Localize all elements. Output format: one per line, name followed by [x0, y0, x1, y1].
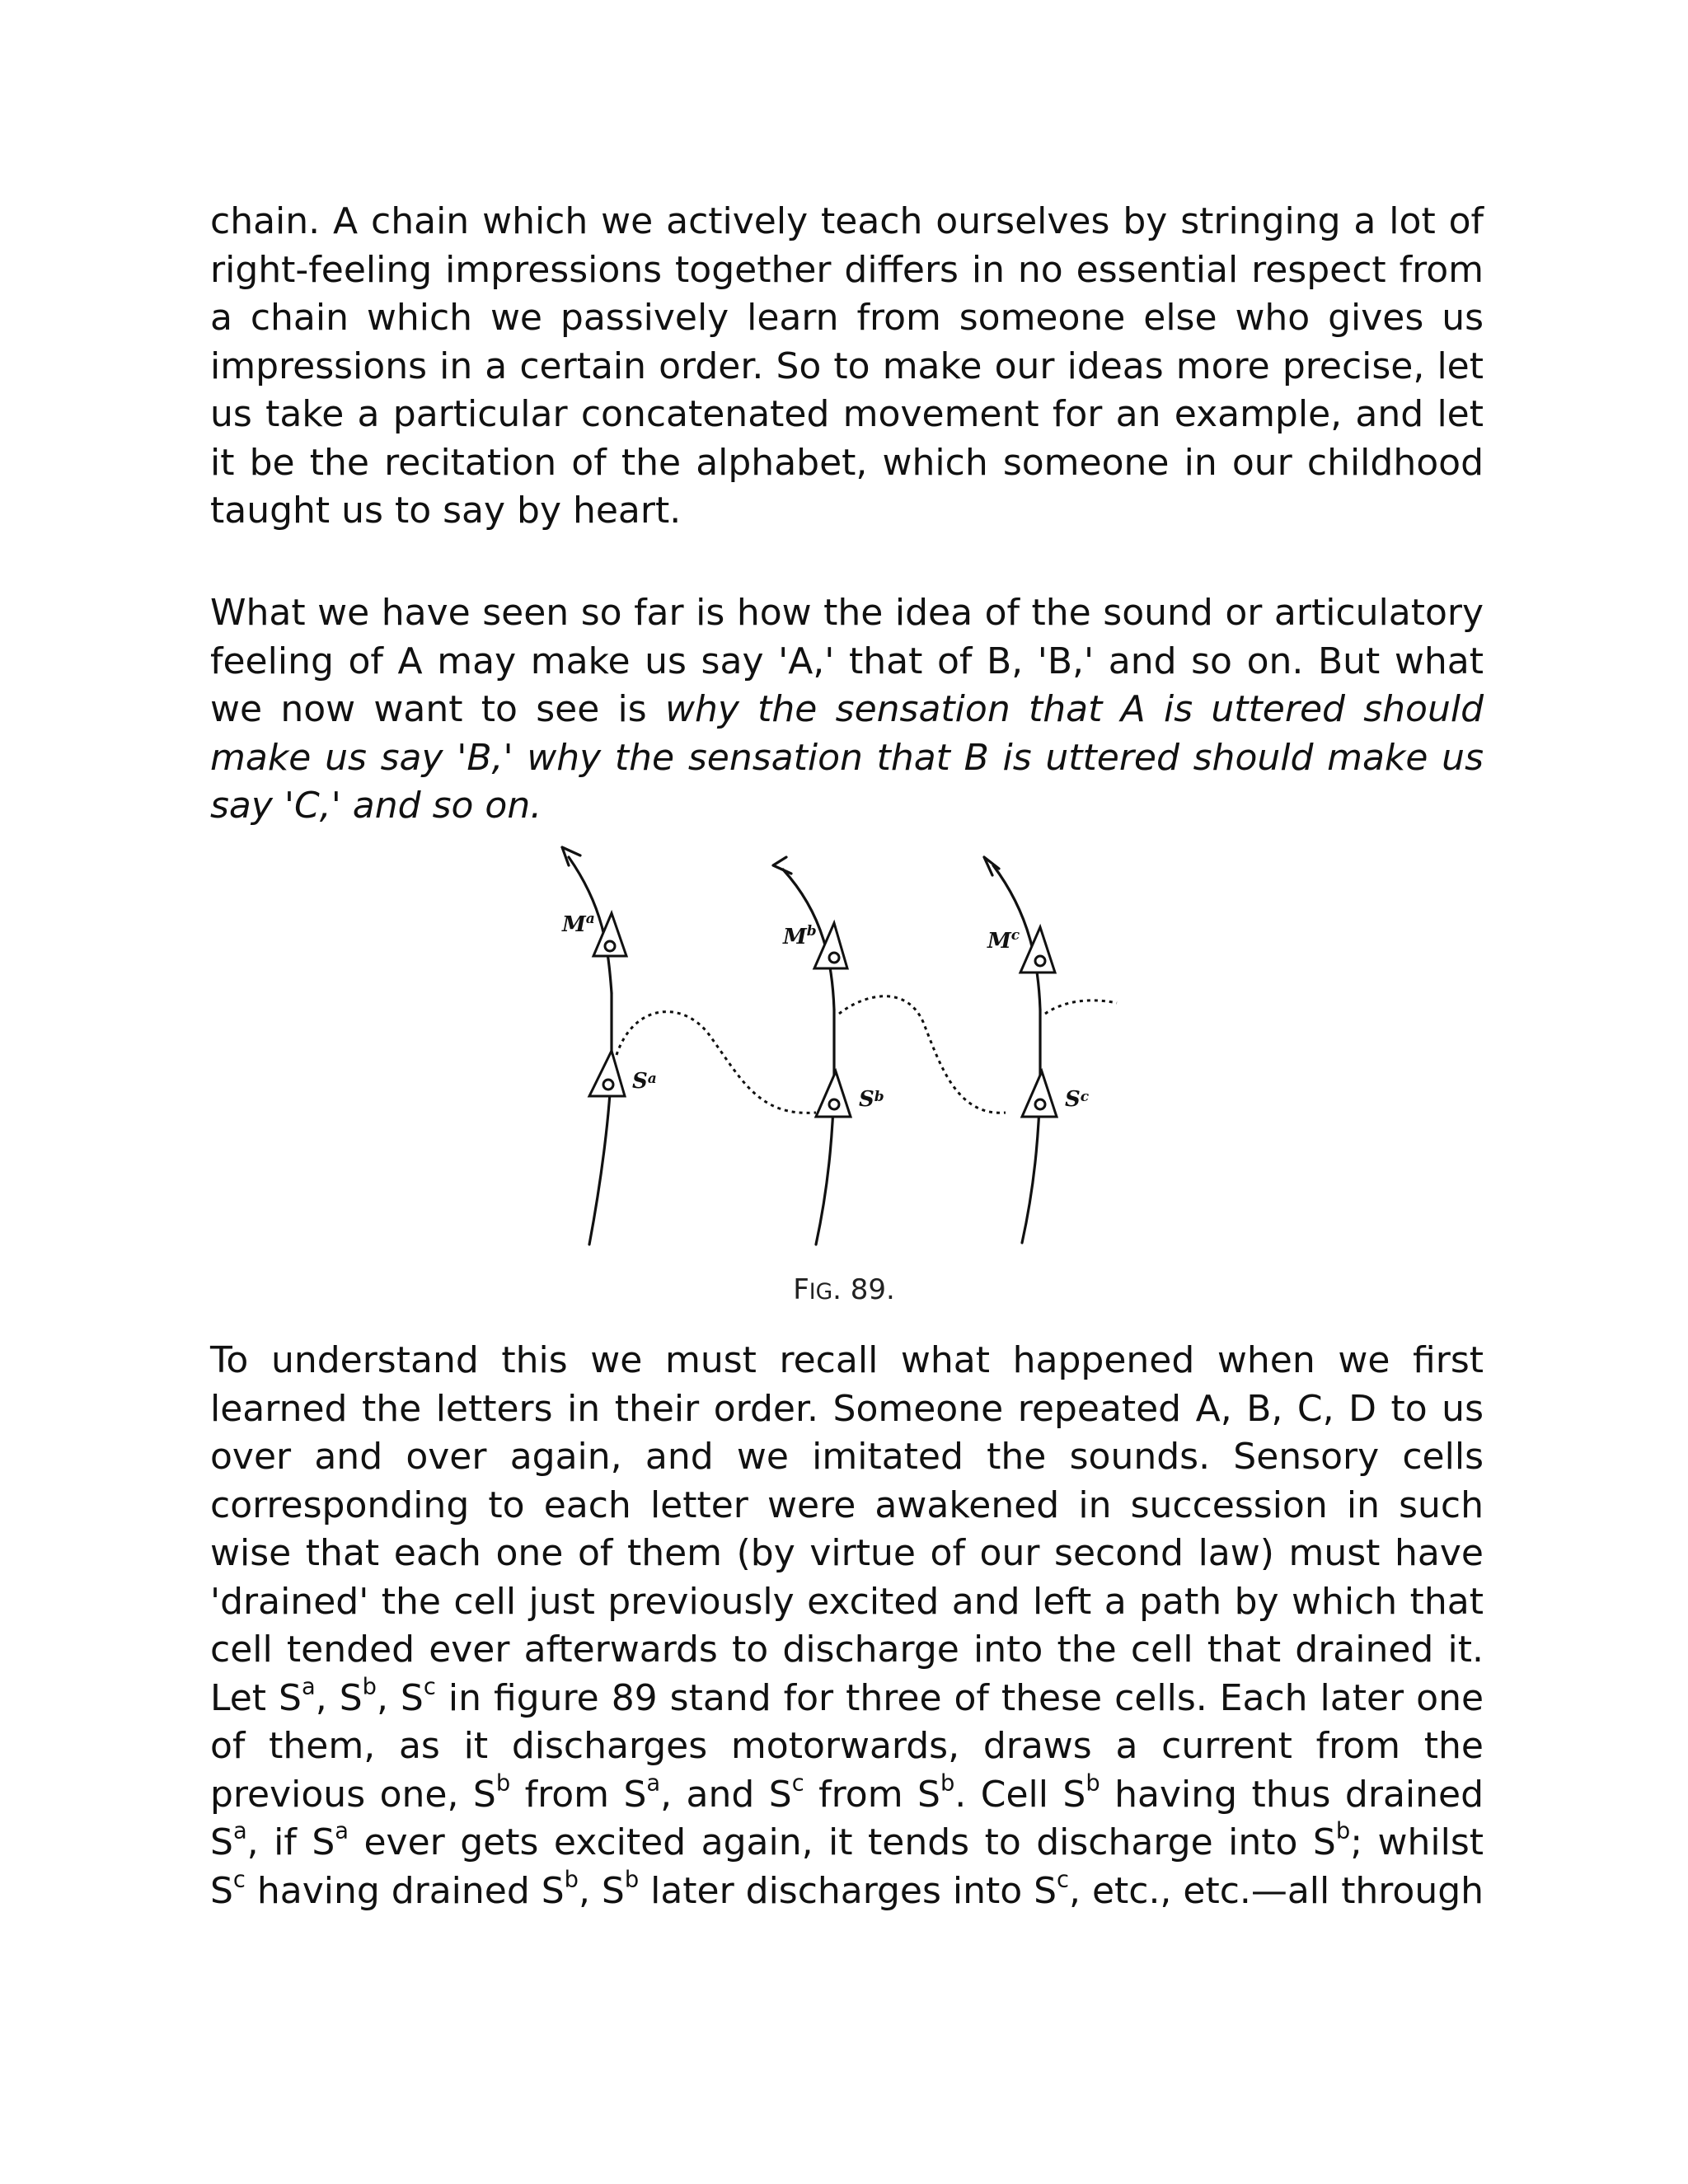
text-line: impressions in a certain order. So to make our ideas more precise, let	[210, 344, 1484, 387]
text-line: it be the recitation of the alphabet, which someone in our childhood	[210, 441, 1484, 484]
text-line: learned the letters in their order. Someone repeated A, B, C, D to us	[210, 1387, 1484, 1430]
arrowhead	[984, 857, 999, 875]
text-line: previous one, $S^b$ from $S^a$, and $S^c$ from $S^b$. Cell $S^b$ having thus drained	[210, 1769, 1484, 1816]
label-sensory-a: $S^a$	[632, 1069, 657, 1094]
label-motor-b: $M^b$	[783, 923, 817, 949]
text-line: corresponding to each letter were awakened in succession in such	[210, 1483, 1484, 1526]
association-path	[617, 1012, 816, 1113]
italic-text: say 'C,' and so on.	[210, 785, 542, 827]
paragraph-3	[210, 1337, 1484, 1915]
figure-89-neuron-diagram	[511, 816, 1154, 1261]
label-motor-c: $M^c$	[987, 927, 1020, 954]
text-run: we now want to see is	[210, 688, 665, 730]
text-line: 'drained' the cell just previously excited and left a path by which that	[210, 1580, 1484, 1623]
paragraph-2	[210, 589, 1484, 831]
italic-text: make us say 'B,' why the sensation that B is uttered should make us	[210, 736, 1484, 779]
text-line: right-feeling impressions together differs in no essential respect from	[210, 248, 1484, 291]
paragraph-1	[210, 198, 1484, 536]
label-motor-a: $M^a$	[562, 911, 595, 937]
text-line: chain. A chain which we actively teach ourselves by stringing a lot of	[210, 200, 1484, 242]
italic-text: why the sensation that A is uttered should	[664, 688, 1484, 730]
association-path	[1045, 1001, 1117, 1014]
text-line: feeling of A may make us say 'A,' that of B, 'B,' and so on. But what	[210, 640, 1484, 682]
text-line	[210, 686, 1484, 734]
text-line: $S^a$, if $S^a$ ever gets excited again, it tends to discharge into $S^b$; whilst	[210, 1818, 1484, 1863]
arrowhead	[773, 857, 791, 874]
text-line: Let $S^a$, $S^b$, $S^c$ in figure 89 stand for three of these cells. Each later one	[210, 1673, 1484, 1719]
figure-caption: FIG. 89.	[793, 1273, 895, 1306]
text-line	[210, 734, 1484, 783]
text-line: To understand this we must recall what happened when we first	[210, 1339, 1484, 1381]
text-line: us take a particular concatenated movement for an example, and let	[210, 393, 1484, 435]
text-line: cell tended ever afterwards to discharge into the cell that drained it.	[210, 1629, 1484, 1671]
text-line: wise that each one of them (by virtue of our second law) must have	[210, 1532, 1484, 1574]
text-line: $S^c$ having drained $S^b$, $S^b$ later discharges into $S^c$, etc., etc.—all through	[210, 1866, 1484, 1912]
text-line: What we have seen so far is how the idea of the sound or articulatory	[210, 592, 1484, 634]
text-line: a chain which we passively learn from someone else who gives us	[210, 297, 1484, 339]
text-line: of them, as it discharges motorwards, draws a current from the	[210, 1725, 1484, 1767]
label-sensory-c: $S^c$	[1065, 1087, 1090, 1112]
text-line: taught us to say by heart.	[210, 490, 682, 532]
text-line: over and over again, and we imitated the sounds. Sensory cells	[210, 1436, 1484, 1478]
label-sensory-b: $S^b$	[859, 1087, 884, 1112]
